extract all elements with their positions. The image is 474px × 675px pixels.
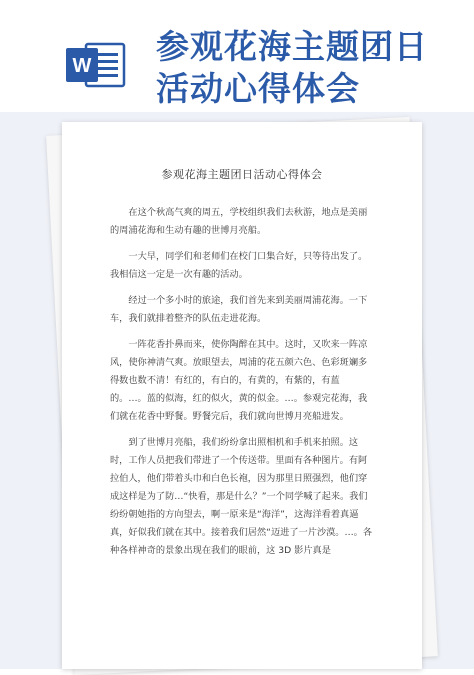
header-title-line1: 参观花海主题团日 xyxy=(156,27,428,66)
paragraph: 一阵花香扑鼻而来，使你陶醉在其中。这时，又吹来一阵凉风，使你神清气爽。放眼望去，周浦的花五颜六色、色彩斑斓多得数也数不清！有红的，有白的，有黄的，有紫的，有蓝的。…。蓝的似海，红的似火，黄的似金。…。参观完花海，我们就在花香中野餐。野餐完后，我们就向世博月亮船进发。 xyxy=(110,339,368,422)
paragraph: 一大早，同学们和老师们在校门口集合好，只等待出发了。我相信这一定是一次有趣的活动。 xyxy=(110,251,368,280)
paragraph: 到了世博月亮船，我们纷纷拿出照相机和手机来拍照。这时，工作人员把我们带进了一个传送带。里面有各种图片。有阿拉伯人，他们带着头巾和白色长袍，因为那里日照强烈，他们穿成这样是为了防…“快看，那是什么？”一个同学喊了起来。我们纷纷朝她指的方向望去，啊一原来是“海洋”，这海洋看着真逼真，好似我们就在其中。接着我们居然“迈进了一片沙漠。…。各种各样神奇的景象出现在我们的眼前，这 3D 影片真是 xyxy=(110,437,373,556)
svg-text:W: W xyxy=(72,55,92,77)
header-title xyxy=(156,26,466,110)
document-body xyxy=(110,204,376,568)
page-header xyxy=(0,0,474,112)
word-document-icon xyxy=(64,40,126,90)
document-title: 参观花海主题团日活动心得体会 xyxy=(161,168,323,181)
header-title-line2: 活动心得体会 xyxy=(156,69,360,108)
paragraph: 在这个秋高气爽的周五，学校组织我们去秋游，地点是美丽的周浦花海和生动有趣的世博月亮船。 xyxy=(110,207,368,236)
paragraph: 经过一个多小时的旅途，我们首先来到美丽周浦花海。一下车，我们就排着整齐的队伍走进花海。 xyxy=(110,295,368,324)
document-page xyxy=(62,122,422,669)
